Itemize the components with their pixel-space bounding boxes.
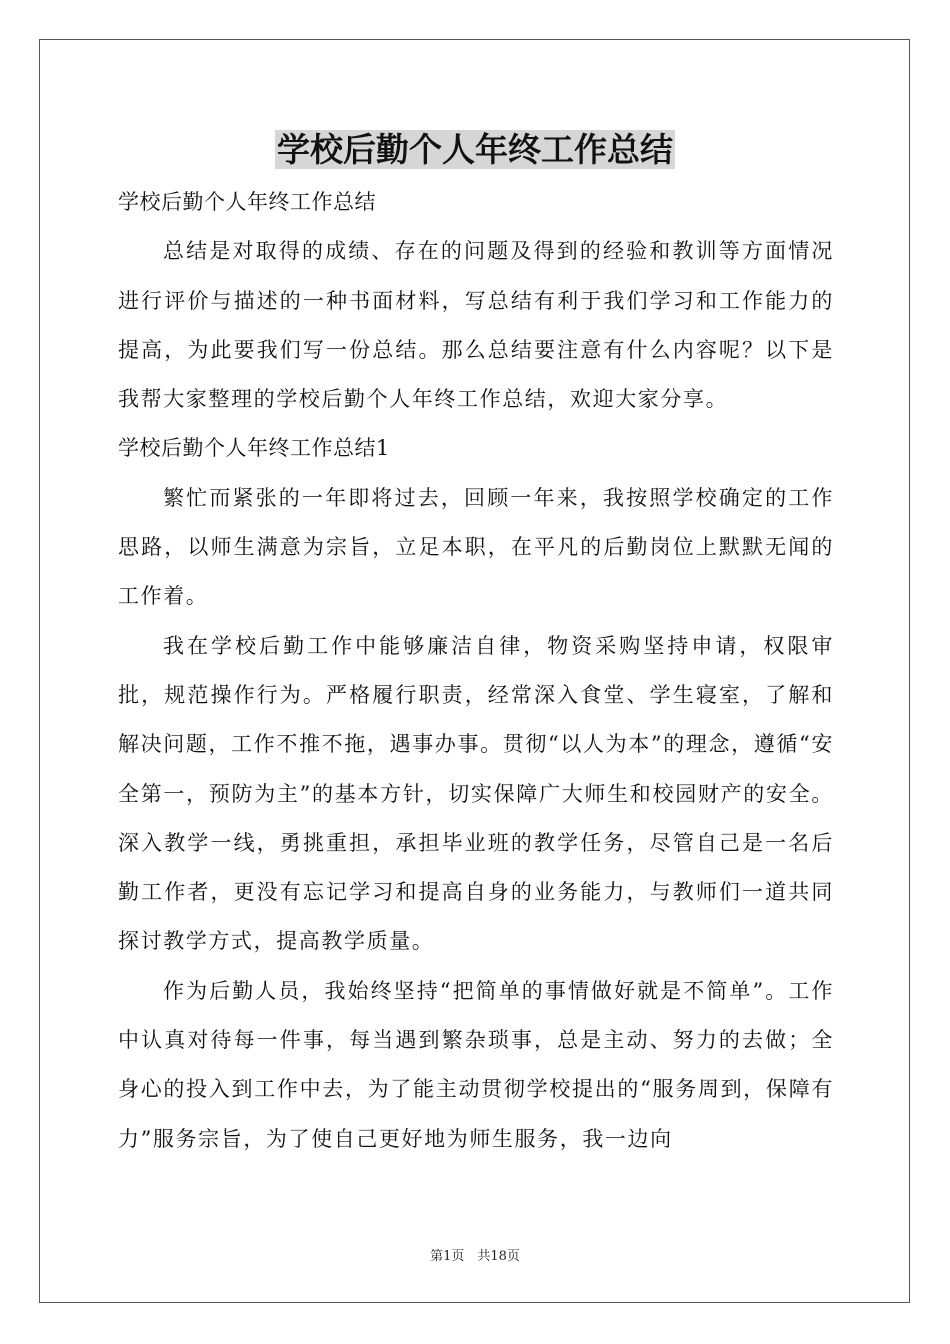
intro-paragraph: 总结是对取得的成绩、存在的问题及得到的经验和教训等方面情况进行评价与描述的一种书面材料，写总结有利于我们学习和工作能力的提高，为此要我们写一份总结。那么总结要注意有什么内容呢？以下是我帮大家整理的学校后勤个人年终工作总结，欢迎大家分享。 bbox=[118, 239, 834, 412]
subtitle-line: 学校后勤个人年终工作总结 bbox=[118, 190, 376, 214]
body-paragraph: 繁忙而紧张的一年即将过去，回顾一年来，我按照学校确定的工作思路，以师生满意为宗旨，立足本职，在平凡的后勤岗位上默默无闻的工作着。 bbox=[118, 485, 834, 609]
section-heading: 学校后勤个人年终工作总结1 bbox=[118, 436, 390, 461]
document-title-text: 学校后勤个人年终工作总结 bbox=[277, 130, 673, 169]
page-number-footer: 第1页 共18页 bbox=[430, 1249, 520, 1264]
body-paragraph: 我在学校后勤工作中能够廉洁自律，物资采购坚持申请，权限审批，规范操作行为。严格履行职责，经常深入食堂、学生寝室，了解和解决问题，工作不推不拖，遇事办事。贯彻“以人为本”的理念，遵循“安全第一，预防为主”的基本方针，切实保障广大师生和校园财产的安全。深入教学一线，勇挑重担，承担毕业班的教学任务，尽管自己是一名后勤工作者，更没有忘记学习和提高自身的业务能力，与教师们一道共同探讨教学方式，提高教学质量。 bbox=[118, 633, 834, 954]
document-body bbox=[118, 178, 834, 1164]
body-paragraph: 作为后勤人员，我始终坚持“把简单的事情做好就是不简单”。工作中认真对待每一件事，每当遇到繁杂琐事，总是主动、努力的去做；全身心的投入到工作中去，为了能主动贯彻学校提出的“服务周到，保障有力”服务宗旨，为了使自己更好地为师生服务，我一边向 bbox=[118, 978, 834, 1151]
document-title bbox=[0, 128, 950, 172]
